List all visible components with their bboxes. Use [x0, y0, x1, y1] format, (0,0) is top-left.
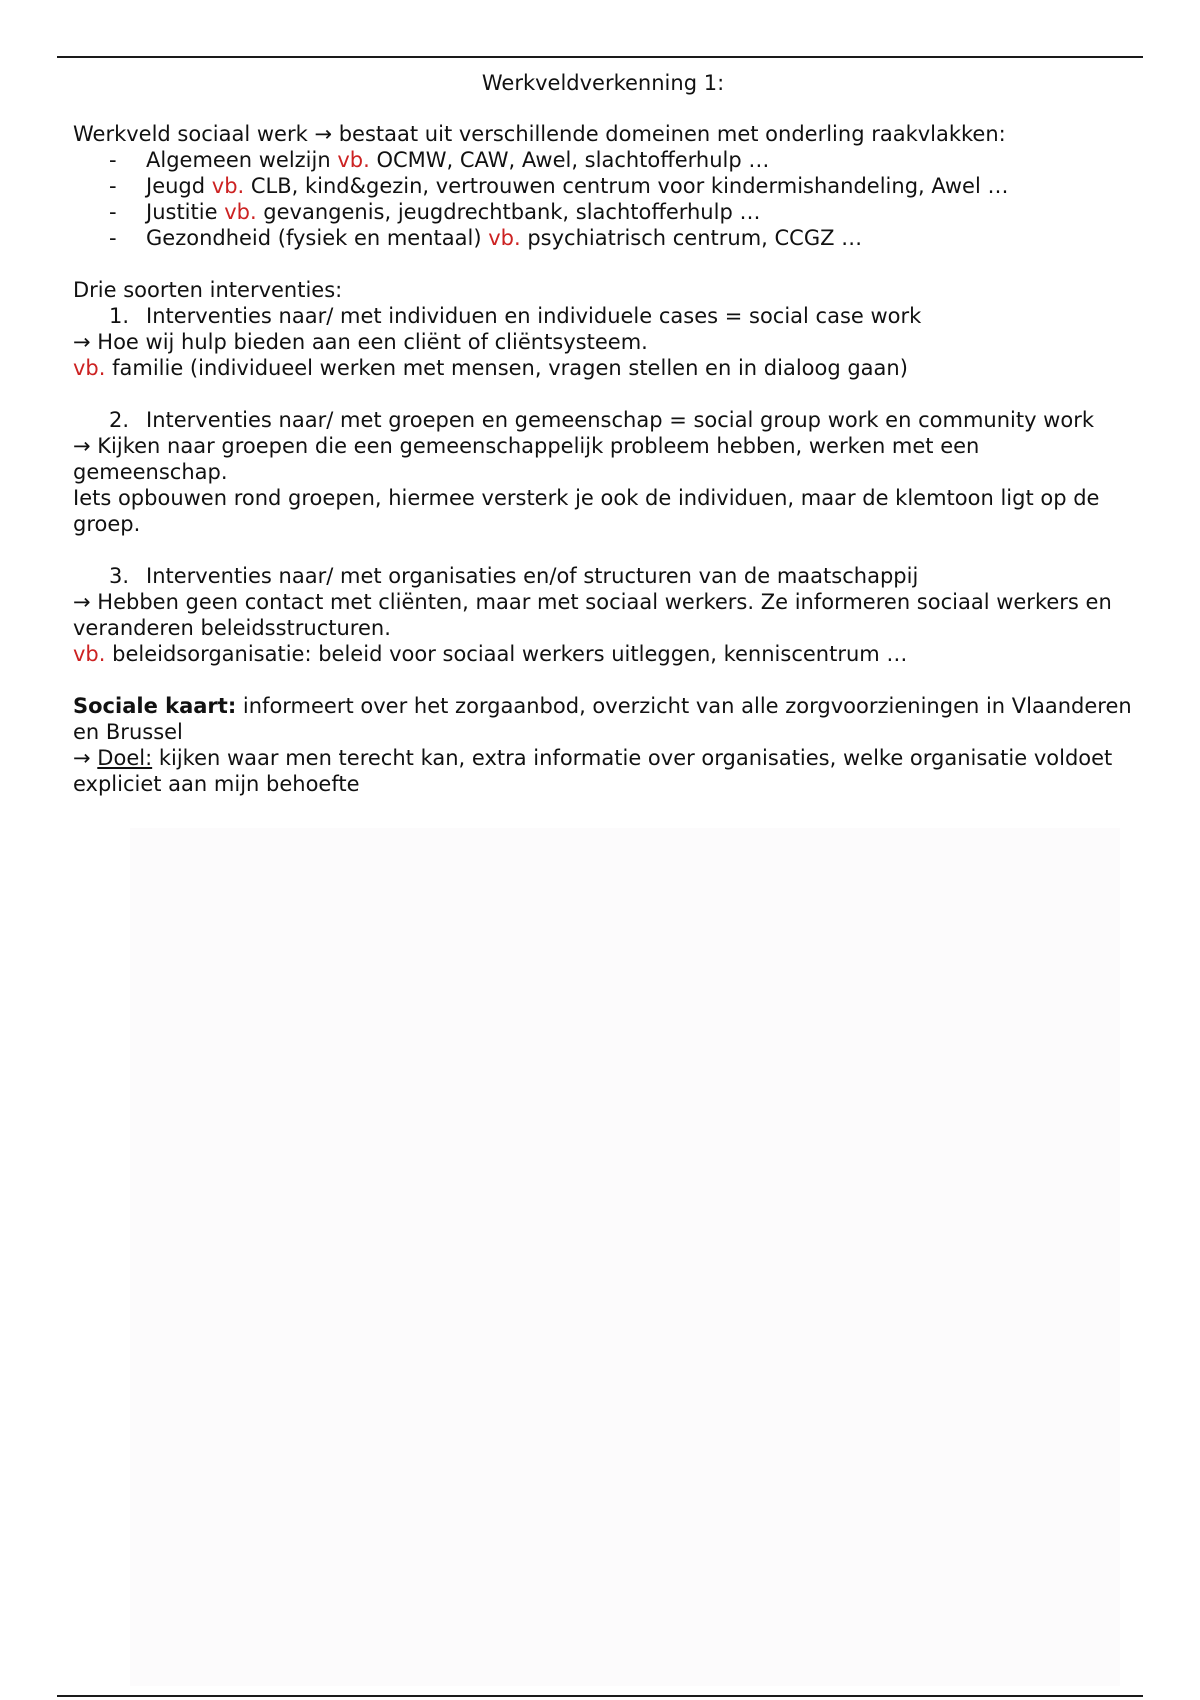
intervention-title: [73, 407, 1133, 433]
goal-label: Doel:: [97, 746, 153, 770]
example-marker: vb.: [73, 642, 106, 666]
intervention-explanation: [73, 329, 1133, 355]
goal-text: kijken waar men terecht kan, extra informatie over organisaties, welke organisatie voldoet expliciet aan mijn behoefte: [73, 746, 1113, 796]
intervention-title-text: Interventies naar/ met organisaties en/of structuren van de maatschappij: [146, 564, 919, 588]
list-item: [73, 173, 1133, 199]
intervention-title: [73, 303, 1133, 329]
document-title: Werkveldverkenning 1:: [481, 71, 725, 95]
domain-name: Gezondheid (fysiek en mentaal): [146, 226, 489, 250]
intervention-title: [73, 563, 1133, 589]
domain-examples: gevangenis, jeugdrechtbank, slachtofferhulp …: [256, 200, 761, 224]
social-map-definition: [73, 693, 1133, 745]
bullet-marker: -: [109, 174, 117, 198]
list-number: 3.: [109, 564, 130, 588]
domain-list: [73, 147, 1133, 251]
social-map-definition-text: informeert over het zorgaanbod, overzicht van alle zorgvoorzieningen in Vlaanderen en Brussel: [73, 694, 1132, 744]
bullet-marker: -: [109, 200, 117, 224]
list-number: 2.: [109, 408, 130, 432]
page-background: [130, 828, 1120, 1686]
arrow-icon: →: [73, 746, 91, 770]
social-map-term: Sociale kaart:: [73, 694, 237, 718]
explanation-text: Hebben geen contact met cliënten, maar met sociaal werkers. Ze informeren sociaal werkers en veranderen beleidsstructuren.: [73, 590, 1112, 640]
arrow-icon: →: [314, 122, 333, 146]
intervention-example: [73, 355, 1133, 381]
bullet-marker: -: [109, 226, 117, 250]
example-marker: vb.: [211, 174, 245, 198]
interventions-heading: Drie soorten interventies:: [73, 278, 343, 302]
domain-name: Justitie: [146, 200, 225, 224]
intro-rest: bestaat uit verschillende domeinen met onderling raakvlakken:: [332, 122, 1006, 146]
document-body: [73, 70, 1133, 797]
domain-examples: CLB, kind&gezin, vertrouwen centrum voor kindermishandeling, Awel …: [244, 174, 1009, 198]
domain-examples: OCMW, CAW, Awel, slachtofferhulp …: [369, 148, 770, 172]
arrow-icon: →: [73, 590, 91, 614]
explanation-text: Kijken naar groepen die een gemeenschappelijk probleem hebben, werken met een gemeenschap.: [73, 434, 980, 484]
example-text: familie (individueel werken met mensen, vragen stellen en in dialoog gaan): [105, 356, 908, 380]
intro-paragraph: [73, 121, 1133, 147]
intervention-title-text: Interventies naar/ met individuen en individuele cases = social case work: [146, 304, 922, 328]
example-text: beleidsorganisatie: beleid voor sociaal werkers uitleggen, kenniscentrum …: [105, 642, 908, 666]
intervention-title-text: Interventies naar/ met groepen en gemeenschap = social group work en community work: [146, 408, 1095, 432]
arrow-icon: →: [73, 330, 91, 354]
intervention-explanation: [73, 589, 1133, 641]
domain-name: Jeugd: [146, 174, 212, 198]
example-marker: vb.: [73, 356, 106, 380]
list-item: [73, 199, 1133, 225]
arrow-icon: →: [73, 434, 91, 458]
domain-name: Algemeen welzijn: [146, 148, 338, 172]
list-item: [73, 225, 1133, 251]
example-marker: vb.: [488, 226, 521, 250]
intervention-extra: Iets opbouwen rond groepen, hiermee versterk je ook de individuen, maar de klemtoon ligt op de groep.: [73, 486, 1100, 536]
intervention-example: [73, 641, 1133, 667]
example-marker: vb.: [337, 148, 370, 172]
domain-examples: psychiatrisch centrum, CCGZ …: [520, 226, 863, 250]
social-map-goal: [73, 745, 1133, 797]
bottom-rule: [57, 1695, 1143, 1697]
top-rule: [57, 56, 1143, 58]
intro-lead: Werkveld sociaal werk: [73, 122, 308, 146]
list-number: 1.: [109, 304, 130, 328]
list-item: [73, 147, 1133, 173]
bullet-marker: -: [109, 148, 117, 172]
explanation-text: Hoe wij hulp bieden aan een cliënt of cliëntsysteem.: [90, 330, 648, 354]
example-marker: vb.: [224, 200, 257, 224]
intervention-explanation: [73, 433, 1133, 485]
